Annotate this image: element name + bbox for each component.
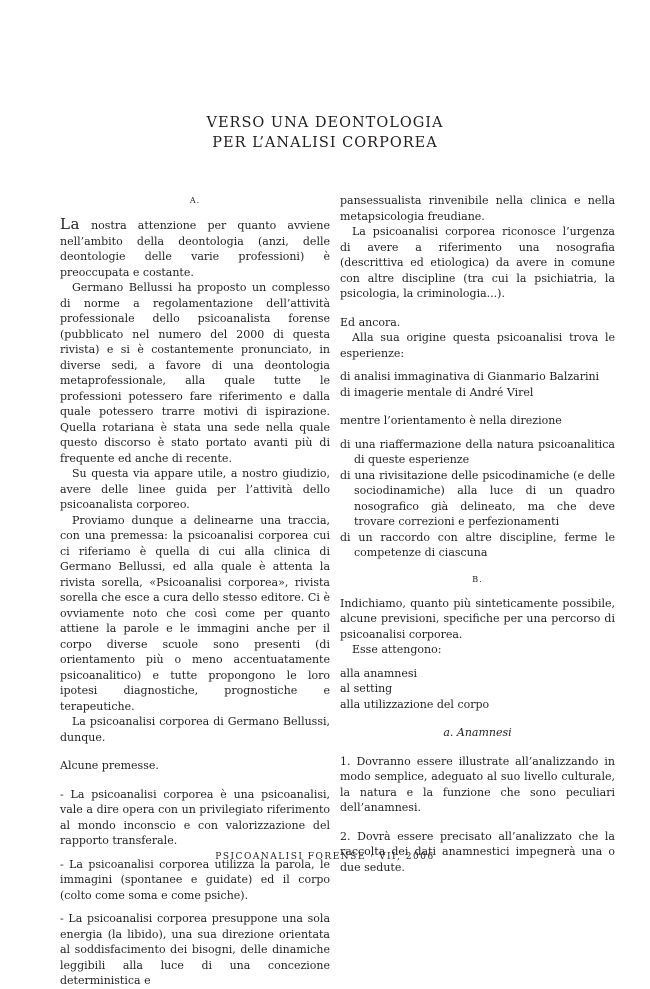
list-item: - La psicoanalisi corporea presuppone una sola energia (la libido), una sua direzione orientata al soddisfacimento dei bisogni, delle dinamiche leggibili alla luce di una concezione deterministica e (60, 912, 330, 987)
paragraph: pansessualista rinvenibile nella clinica e nella metapsicologia freudiane. (340, 194, 615, 223)
list-item: di una riaffermazione della natura psicoanalitica di queste esperienze (340, 437, 615, 466)
right-column (340, 193, 615, 875)
paragraph: mentre l’orientamento è nella direzione (340, 414, 562, 427)
numbered-item: 1. Dovranno essere illustrate all’analizzando in modo semplice, adeguato al suo livello culturale, la natura e la funzione che sono peculiari dell’anamnesi. (340, 754, 615, 814)
numbered-item: 2. Dovrà essere precisato all’analizzato che la raccolta dei dati anamnestici impegnerà una o due sedute. (340, 829, 615, 874)
paragraph: Alla sua origine questa psicoanalisi trova le esperienze: (340, 331, 615, 360)
list-item: di imagerie mentale di André Virel (340, 385, 534, 399)
drop-cap: La (60, 215, 80, 233)
subsection-heading: a. Anamnesi (443, 726, 512, 739)
section-b-heading: B. (472, 574, 483, 584)
paragraph: La psicoanalisi corporea riconosce l’urgenza di avere a riferimento una nosografia (descrittiva ed etiologica) da avere in comune con altre discipline (tra cui la psichiatria, la psicologia, la criminologia...). (340, 225, 615, 300)
paragraph (60, 217, 330, 280)
paragraph: Ed ancora. (340, 315, 401, 329)
paragraph: Proviamo dunque a delinearne una traccia, con una premessa: la psicoanalisi corporea cui ci riferiamo è quella di cui alla clinica di Germano Bellussi, ed alla quale è attenta la rivista sorella, «Psicoanalisi corporea», rivista sorella che esce a cura dello stesso editore. Ci è ovviamente noto che così come per quanto attiene la parole e le immagini anche per il corpo diverse scuole sono presenti (di orientamento più o meno accentuatamente psicoanalitico) e tutte propongono le loro ipotesi diagnostiche, prognostiche e terapeutiche. (60, 513, 330, 713)
list-item: di un raccordo con altre discipline, ferme le competenze di ciascuna (340, 530, 615, 559)
paragraph: Alcune premesse. (60, 759, 159, 772)
page-footer: PSICOANALISI FORENSE · VII, 2006 (215, 852, 435, 862)
left-column (60, 195, 330, 989)
paragraph: La psicoanalisi corporea di Germano Bellussi, dunque. (60, 715, 330, 744)
paragraph-text: nostra attenzione per quanto avviene nell’ambito della deontologia (anzi, delle deontologie delle varie professioni) è preoccupata e costante. (60, 219, 330, 279)
title-line-2: PER L’ANALISI CORPOREA (212, 135, 438, 151)
paragraph: Indichiamo, quanto più sinteticamente possibile, alcune previsioni, specifiche per una percorso di psicoanalisi corporea. (340, 596, 615, 641)
paragraph: Germano Bellussi ha proposto un complesso di norme a regolamentazione dell’attività professionale dello psicoanalista forense (pubblicato nel numero del 2000 di questa rivista) e si è costantemente pronunciato, in diverse sedi, a favore di una deontologia metaprofessionale, alla quale tutte le professioni potessero fare riferimento e dalla quale potessero trarre motivi di ispirazione. Quella rotariana è stata una sede nella quale questo discorso è stato portato avanti più di frequente ed anche di recente. (60, 281, 330, 465)
list-item: di analisi immaginativa di Gianmario Balzarini (340, 370, 600, 383)
title-line-1: VERSO UNA DEONTOLOGIA (206, 115, 444, 131)
list-item: alla anamnesi (340, 666, 418, 680)
section-a-heading: A. (189, 196, 201, 205)
list-item: alla utilizzazione del corpo (340, 697, 490, 711)
list-item: - La psicoanalisi corporea è una psicoanalisi, vale a dire opera con un privilegiato riferimento al mondo inconscio e con valorizzazione del rapporto transferale. (60, 787, 330, 847)
list-item: di una rivisitazione delle psicodinamiche (e delle sociodinamiche) alla luce di un quadro nosografico già delineato, ma che deve trovare correzioni e perfezionamenti (340, 468, 615, 528)
list-item: al setting (340, 682, 393, 695)
paragraph: Esse attengono: (352, 643, 442, 656)
paragraph: Su questa via appare utile, a nostro giudizio, avere delle linee guida per l’attività dello psicoanalista corporeo. (60, 467, 330, 511)
article-title (0, 113, 650, 153)
list-item: - La psicoanalisi corporea utilizza la parola, le immagini (spontanee e guidate) ed il corpo (colto come soma e come psiche). (60, 857, 330, 902)
